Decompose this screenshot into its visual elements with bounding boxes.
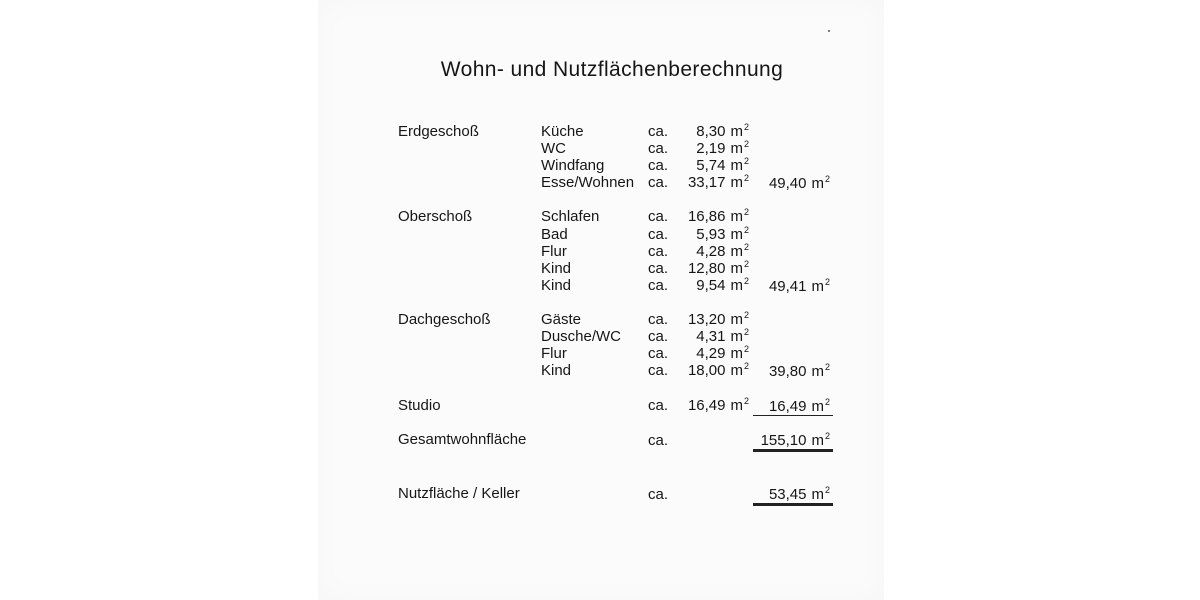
room-area: [696, 243, 749, 260]
unit-exponent: 2: [743, 207, 749, 217]
nutz-label-value: Nutzfläche / Keller: [398, 485, 520, 502]
room-area-value: 13,20: [687, 311, 726, 328]
room-area-value: 2,19: [696, 140, 726, 157]
approx-label: [648, 277, 668, 294]
approx-label: [648, 432, 668, 449]
section-total: [769, 278, 830, 295]
unit-exponent: 2: [743, 344, 749, 354]
room-area: [688, 362, 749, 379]
room-area: [696, 345, 749, 362]
room-area: [696, 277, 749, 294]
unit-label: m: [811, 175, 824, 192]
room-name: [541, 208, 599, 225]
room-name: [541, 123, 584, 140]
room-area-value: 12,80: [687, 260, 726, 277]
approx-label-value: ca.: [648, 277, 669, 294]
room-area-value: 9,54: [696, 277, 726, 294]
room-area-value: 16,49: [687, 397, 726, 414]
unit-exponent: 2: [824, 174, 830, 184]
section-total-value: 39,80: [768, 363, 807, 380]
gesamt-total-value: 155,10: [760, 432, 807, 449]
unit-label: m: [730, 208, 743, 225]
total-double-rule: [753, 449, 833, 452]
unit-exponent: 2: [743, 310, 749, 320]
approx-label: [648, 243, 668, 260]
section-total-value: 49,41: [768, 278, 807, 295]
unit-exponent: 2: [743, 361, 749, 371]
room-name-value: Küche: [541, 123, 584, 140]
approx-label-value: ca.: [648, 328, 669, 345]
room-area-value: 8,30: [696, 123, 726, 140]
unit-exponent: 2: [743, 139, 749, 149]
gesamt-label: [398, 431, 526, 448]
approx-label-value: ca.: [648, 140, 669, 157]
room-area-value: 16,86: [687, 208, 726, 225]
approx-label: [648, 486, 668, 503]
approx-label: [648, 208, 668, 225]
unit-exponent: 2: [743, 173, 749, 183]
unit-label: m: [730, 260, 743, 277]
section-label-value: Studio: [398, 397, 441, 414]
unit-exponent: 2: [743, 156, 749, 166]
room-area-value: 5,74: [696, 157, 726, 174]
approx-label: [648, 260, 668, 277]
room-name-value: Flur: [541, 243, 567, 260]
room-area: [688, 174, 749, 191]
room-name-value: Kind: [541, 362, 572, 379]
unit-exponent: 2: [824, 485, 830, 495]
section-total: [769, 175, 830, 192]
approx-label: [648, 140, 668, 157]
approx-label: [648, 226, 668, 243]
room-name-value: Kind: [541, 260, 572, 277]
unit-label: m: [730, 311, 743, 328]
section-total-value: 16,49: [768, 398, 807, 415]
unit-exponent: 2: [743, 122, 749, 132]
approx-label-value: ca.: [648, 243, 669, 260]
nutz-total: [769, 486, 830, 503]
approx-label-value: ca.: [648, 123, 669, 140]
room-area-value: 18,00: [687, 362, 726, 379]
gesamt-total: [761, 432, 830, 449]
unit-label: m: [730, 174, 743, 191]
unit-label: m: [730, 226, 743, 243]
room-area-value: 4,29: [696, 345, 726, 362]
unit-exponent: 2: [743, 276, 749, 286]
nutz-label: [398, 485, 520, 502]
gesamt-label-value: Gesamtwohnfläche: [398, 431, 527, 448]
subtotal-rule: [753, 415, 833, 416]
room-name-value: Windfang: [541, 157, 605, 174]
unit-label: m: [730, 277, 743, 294]
unit-label: m: [730, 345, 743, 362]
room-area: [688, 208, 749, 225]
room-name-value: Schlafen: [541, 208, 600, 225]
unit-label: m: [730, 397, 743, 414]
room-name: [541, 174, 634, 191]
nutz-double-rule: [753, 503, 833, 506]
unit-label: m: [811, 278, 824, 295]
approx-label: [648, 345, 668, 362]
room-name-value: Bad: [541, 226, 568, 243]
unit-label: m: [730, 123, 743, 140]
approx-label-value: ca.: [648, 311, 669, 328]
approx-label-value: ca.: [648, 260, 669, 277]
approx-label-value: ca.: [648, 174, 669, 191]
approx-label-value: ca.: [648, 432, 669, 449]
unit-exponent: 2: [824, 277, 830, 287]
room-area-value: 5,93: [696, 226, 726, 243]
section-total: [769, 398, 830, 415]
room-name-value: WC: [541, 140, 566, 157]
section-label: [398, 397, 441, 414]
unit-exponent: 2: [743, 396, 749, 406]
room-area-value: 33,17: [687, 174, 726, 191]
room-name: [541, 311, 581, 328]
nutz-total-value: 53,45: [768, 486, 807, 503]
room-name-value: Gäste: [541, 311, 582, 328]
approx-label-value: ca.: [648, 486, 669, 503]
unit-label: m: [811, 363, 824, 380]
approx-label: [648, 397, 668, 414]
approx-label-value: ca.: [648, 345, 669, 362]
unit-exponent: 2: [824, 431, 830, 441]
room-name: [541, 345, 567, 362]
unit-exponent: 2: [743, 259, 749, 269]
section-total: [769, 363, 830, 380]
unit-label: m: [730, 157, 743, 174]
room-name: [541, 243, 567, 260]
room-name: [541, 260, 571, 277]
section-label: [398, 311, 491, 328]
section-total-value: 49,40: [768, 175, 807, 192]
room-area: [696, 226, 749, 243]
room-area: [696, 328, 749, 345]
room-name-value: Flur: [541, 345, 567, 362]
room-area: [696, 140, 749, 157]
document-page: [318, 0, 884, 600]
unit-label: m: [811, 398, 824, 415]
approx-label: [648, 174, 668, 191]
unit-label: m: [730, 362, 743, 379]
approx-label: [648, 328, 668, 345]
room-area-value: 4,31: [696, 328, 726, 345]
room-name: [541, 277, 571, 294]
room-name-value: Kind: [541, 277, 572, 294]
section-label-value: Dachgeschoß: [398, 311, 491, 328]
unit-exponent: 2: [743, 225, 749, 235]
unit-exponent: 2: [743, 327, 749, 337]
room-name-value: Esse/Wohnen: [541, 174, 635, 191]
room-area: [688, 397, 749, 414]
unit-exponent: 2: [824, 397, 830, 407]
room-area: [688, 311, 749, 328]
room-area: [696, 157, 749, 174]
section-label-value: Erdgeschoß: [398, 123, 479, 140]
approx-label: [648, 157, 668, 174]
room-name: [541, 157, 604, 174]
room-name-value: Dusche/WC: [541, 328, 622, 345]
room-name: [541, 226, 568, 243]
room-name: [541, 362, 571, 379]
approx-label-value: ca.: [648, 226, 669, 243]
unit-label: m: [811, 486, 824, 503]
unit-label: m: [730, 328, 743, 345]
section-label-value: Oberschoß: [398, 208, 473, 225]
unit-label: m: [730, 243, 743, 260]
approx-label: [648, 123, 668, 140]
unit-exponent: 2: [743, 242, 749, 252]
room-name: [541, 140, 566, 157]
paper-speck: [828, 30, 830, 32]
unit-label: m: [811, 432, 824, 449]
approx-label-value: ca.: [648, 157, 669, 174]
room-area: [688, 260, 749, 277]
approx-label-value: ca.: [648, 208, 669, 225]
approx-label-value: ca.: [648, 362, 669, 379]
page-title: Wohn- und Nutzflächenberechnung: [440, 58, 784, 81]
unit-label: m: [730, 140, 743, 157]
room-area-value: 4,28: [696, 243, 726, 260]
approx-label-value: ca.: [648, 397, 669, 414]
section-label: [398, 208, 472, 225]
approx-label: [648, 362, 668, 379]
room-name: [541, 328, 621, 345]
room-area: [696, 123, 749, 140]
unit-exponent: 2: [824, 362, 830, 372]
section-label: [398, 123, 479, 140]
approx-label: [648, 311, 668, 328]
